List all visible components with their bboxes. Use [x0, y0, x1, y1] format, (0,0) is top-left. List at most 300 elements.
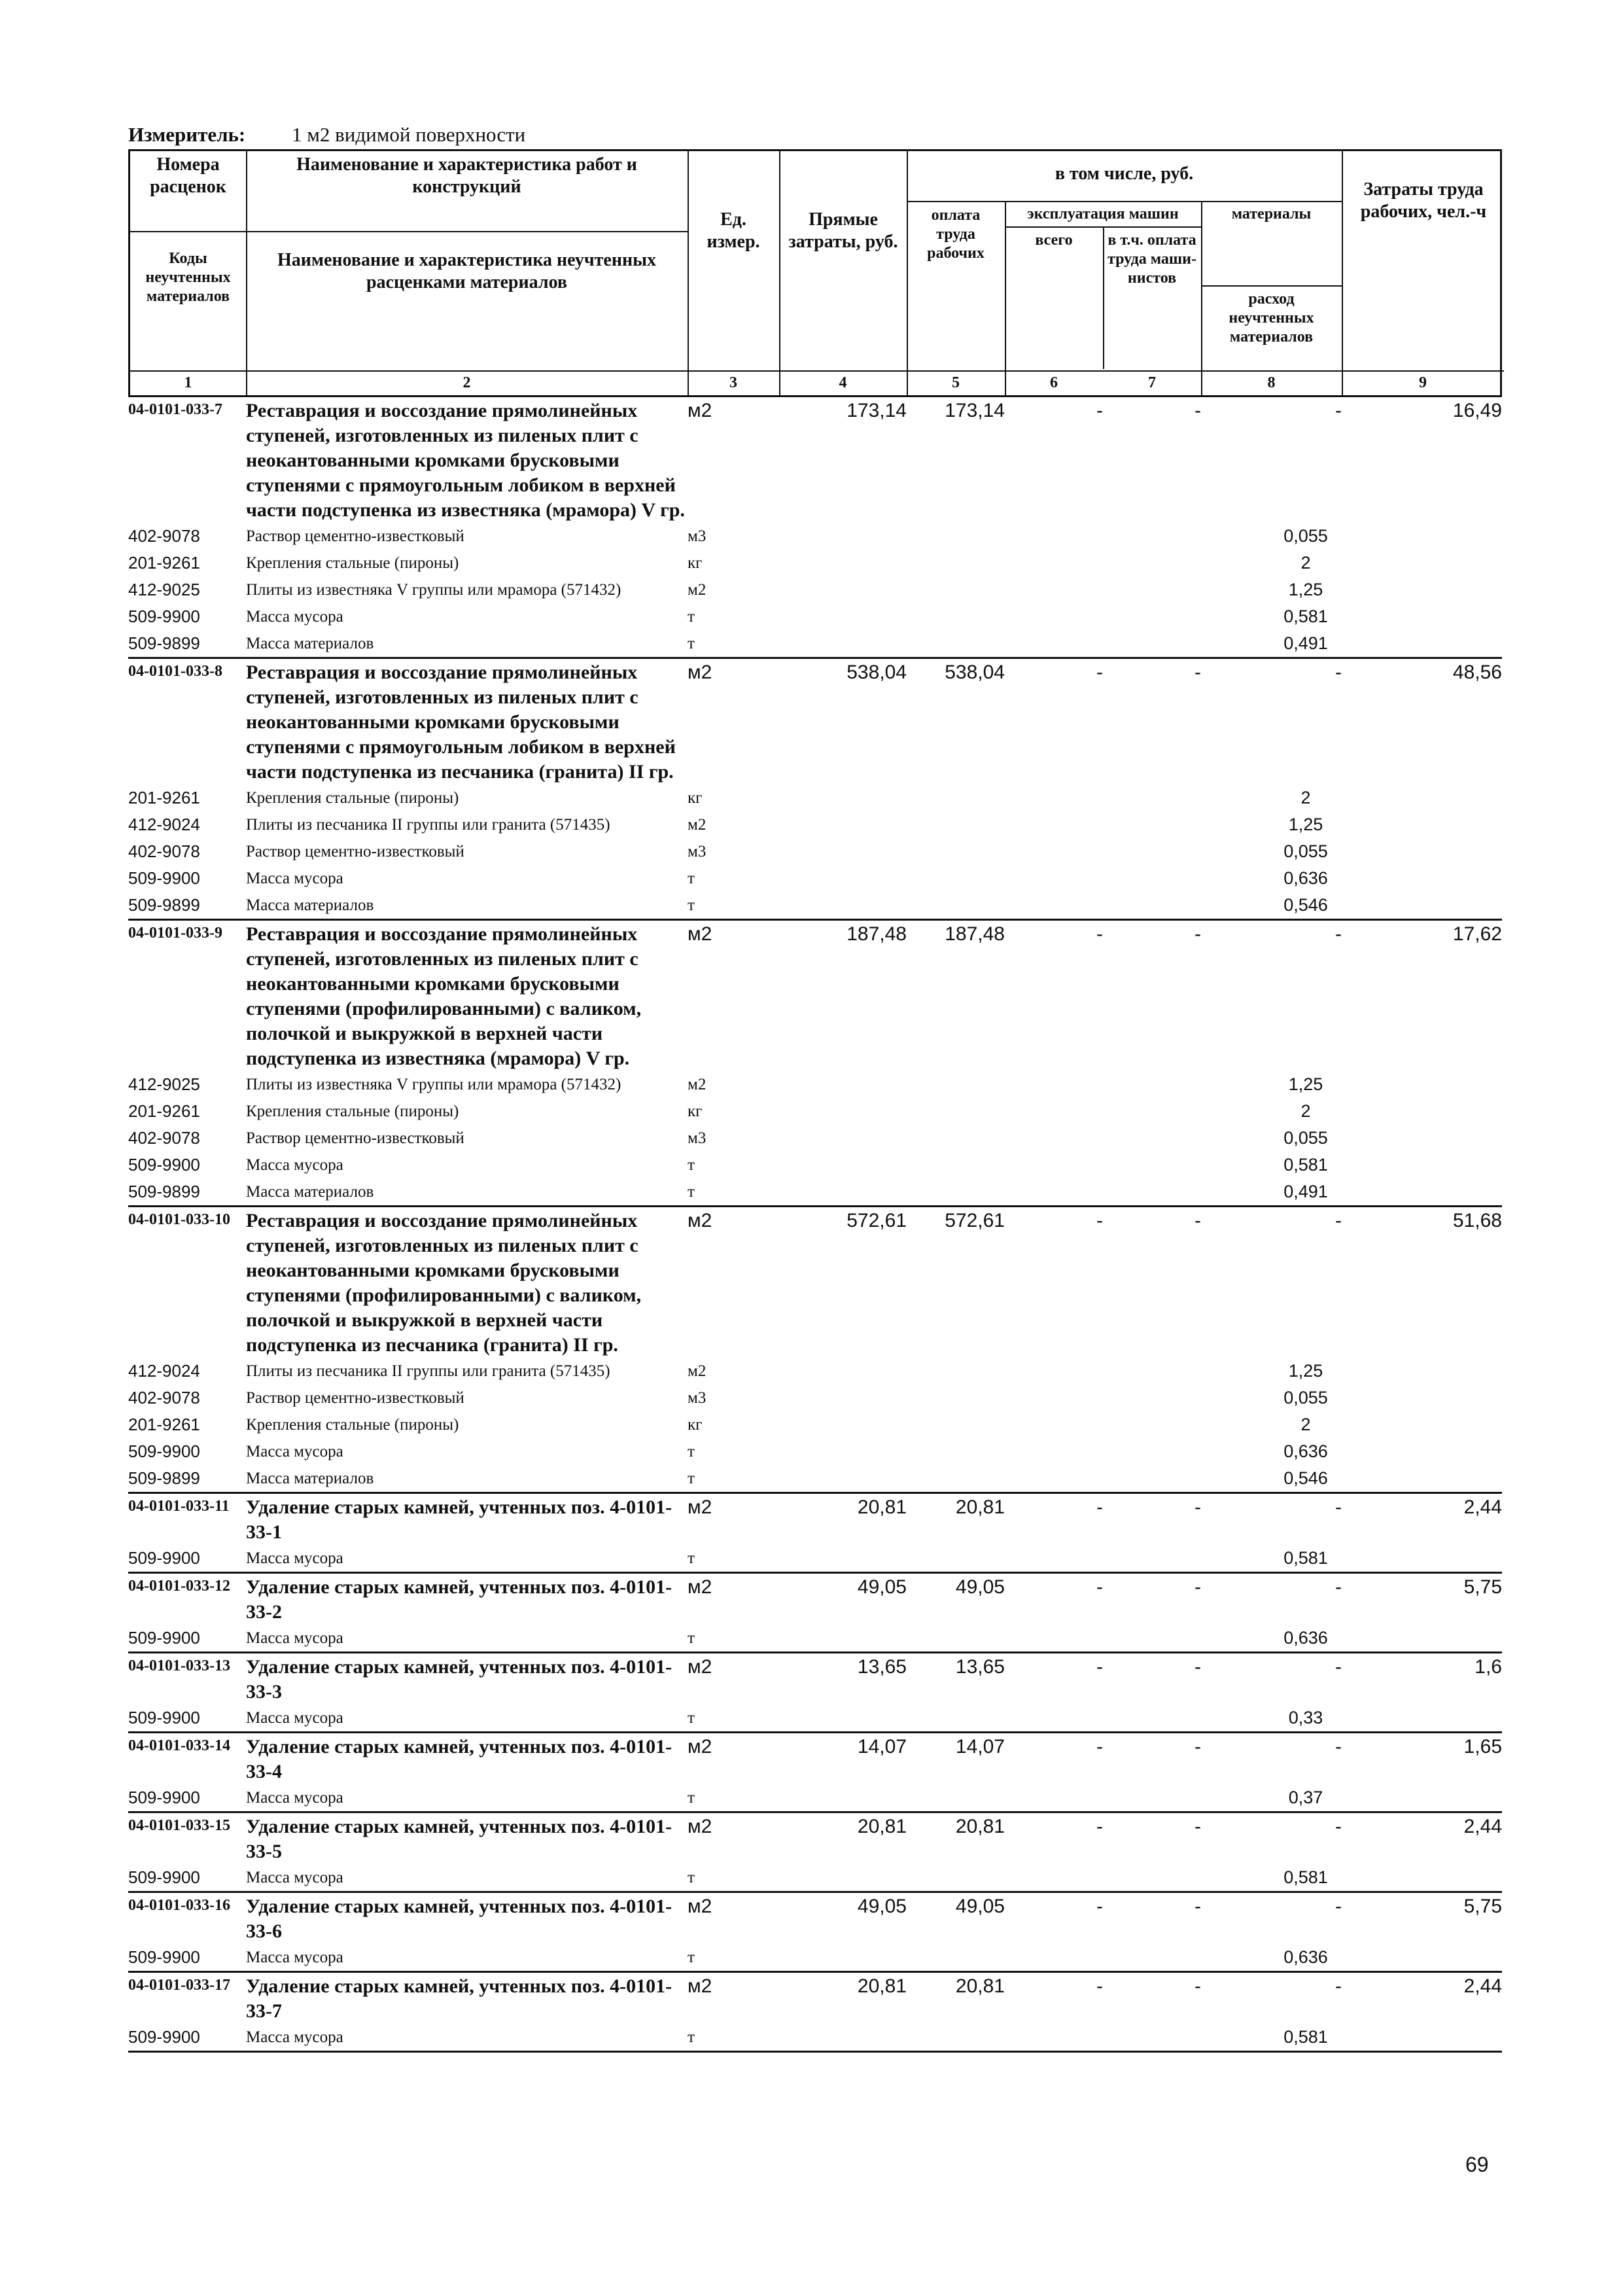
material-qty-cell: [1201, 2027, 1342, 2047]
material-name: Масса материалов: [246, 1469, 374, 1487]
entry-group: [128, 1653, 1502, 1733]
material-qty: 1,25: [1288, 1361, 1323, 1381]
material-unit: м2: [688, 1075, 707, 1093]
material-name: Масса мусора: [246, 1788, 343, 1807]
material-unit: т: [688, 1788, 695, 1807]
header-col5: оплата труда рабочих: [927, 207, 985, 262]
material-qty: 2: [1300, 1415, 1311, 1434]
rate-code: 04-0101-033-9: [128, 925, 222, 942]
material-name: Масса мусора: [246, 1442, 343, 1460]
material-qty-cell: [1201, 1361, 1342, 1381]
material-name: Масса материалов: [246, 634, 374, 652]
machines-total: -: [1096, 1896, 1103, 1917]
material-name: Крепления стальные (пироны): [246, 788, 459, 807]
machines-total: -: [1096, 1576, 1103, 1598]
entry-group: [128, 1893, 1502, 1973]
material-name: Крепления стальные (пироны): [246, 554, 459, 572]
material-code: 402-9078: [128, 1128, 200, 1148]
material-name: Масса мусора: [246, 1629, 343, 1647]
material-qty-cell: [1201, 1074, 1342, 1095]
wages-cost: 49,05: [955, 1576, 1005, 1598]
material-qty: 0,636: [1283, 1947, 1328, 1967]
machinist-wages: -: [1195, 1896, 1201, 1917]
rate-unit: м2: [688, 1896, 712, 1917]
labor-hours: 51,68: [1452, 1210, 1502, 1231]
rate-name: Удаление старых камней, учтенных поз. 4-0101-33-4: [246, 1736, 672, 1782]
price-table-page: [128, 113, 1502, 2053]
material-unit: т: [688, 869, 695, 887]
header-divider: [130, 231, 688, 232]
materials-cost: -: [1335, 923, 1342, 945]
material-unit: т: [688, 607, 695, 626]
material-row: [128, 1385, 1502, 1411]
labor-hours: 5,75: [1463, 1896, 1502, 1917]
material-code: 509-9900: [128, 1867, 200, 1887]
material-unit: т: [688, 1442, 695, 1460]
material-name: Масса мусора: [246, 2028, 343, 2046]
rate-unit: м2: [688, 923, 712, 945]
header-col4: Прямые затраты, руб.: [788, 209, 898, 252]
entry-group: [128, 1574, 1502, 1653]
material-unit: м2: [688, 815, 707, 834]
material-qty: 0,546: [1283, 895, 1328, 915]
machines-total: -: [1096, 1736, 1103, 1757]
material-unit: кг: [688, 554, 703, 572]
header-group: в том числе, руб.: [1055, 164, 1194, 184]
header-divider: [130, 370, 1504, 372]
entry-group: [128, 921, 1502, 1207]
rate-name: Удаление старых камней, учтенных поз. 4-0101-33-5: [246, 1816, 672, 1862]
material-unit: т: [688, 1156, 695, 1174]
rate-unit: м2: [688, 1656, 712, 1678]
material-qty: 0,581: [1283, 1867, 1328, 1887]
material-qty-cell: [1201, 788, 1342, 808]
material-unit: т: [688, 2028, 695, 2046]
material-qty: 0,581: [1283, 2027, 1328, 2047]
machinist-wages: -: [1195, 923, 1201, 945]
wages-cost: 13,65: [955, 1656, 1005, 1678]
material-name: Масса мусора: [246, 1948, 343, 1966]
wages-cost: 14,07: [955, 1736, 1005, 1757]
measure-line: [128, 113, 1502, 149]
material-name: Плиты из известняка V группы или мрамора (571432): [246, 1075, 621, 1093]
material-name: Плиты из песчаника II группы или гранита (571435): [246, 815, 610, 834]
direct-cost: 13,65: [857, 1656, 907, 1678]
material-code: 509-9900: [128, 1947, 200, 1967]
machines-total: -: [1096, 1816, 1103, 1837]
labor-hours: 17,62: [1452, 923, 1502, 945]
material-qty-cell: [1201, 1788, 1342, 1808]
material-qty-cell: [1201, 1155, 1342, 1175]
material-code: 402-9078: [128, 1388, 200, 1407]
col-number: 1: [184, 374, 192, 391]
header-materials: материалы: [1231, 205, 1312, 222]
material-row: [128, 785, 1502, 811]
material-code: 402-9078: [128, 526, 200, 546]
machinist-wages: -: [1195, 400, 1201, 421]
entry-group: [128, 659, 1502, 921]
page-number: 69: [1465, 2153, 1489, 2176]
rate-name: Удаление старых камней, учтенных поз. 4-0101-33-3: [246, 1656, 672, 1703]
material-unit: кг: [688, 1102, 703, 1120]
entry-group: [128, 397, 1502, 659]
rate-row: [128, 1207, 1502, 1358]
col-number: 9: [1419, 374, 1427, 391]
material-name: Масса материалов: [246, 1182, 374, 1201]
material-unit: т: [688, 1182, 695, 1201]
rate-name: Реставрация и воссоздание прямолинейных ступеней, изготовленных из пиленых плит с неокантованными кромками брусковыми ступенями с прямоугольным лобиком в верхней части подступенка из известняка (мрамора) V гр.: [246, 400, 685, 521]
machinist-wages: -: [1195, 1576, 1201, 1598]
material-row: [128, 1944, 1502, 1971]
material-qty: 2: [1300, 553, 1311, 573]
material-unit: т: [688, 634, 695, 652]
material-unit: т: [688, 1549, 695, 1567]
material-code: 509-9899: [128, 1468, 200, 1488]
header-col9: Затраты труда рабочих, чел.-ч: [1360, 179, 1487, 222]
header-divider: [1103, 226, 1104, 369]
header-col8: расход неучтенных материалов: [1229, 291, 1314, 345]
material-qty: 2: [1300, 788, 1311, 807]
wages-cost: 173,14: [945, 400, 1005, 421]
materials-cost: -: [1335, 1816, 1342, 1837]
machines-total: -: [1096, 1975, 1103, 1997]
material-row: [128, 1071, 1502, 1098]
material-qty: 0,491: [1283, 633, 1328, 653]
material-code: 201-9261: [128, 788, 200, 807]
material-qty: 0,636: [1283, 1628, 1328, 1648]
material-qty: 0,37: [1288, 1788, 1323, 1807]
material-code: 201-9261: [128, 1101, 200, 1121]
header-col3: Ед. измер.: [707, 209, 760, 252]
material-row: [128, 1178, 1502, 1205]
material-qty: 0,055: [1283, 526, 1328, 546]
material-name: Крепления стальные (пироны): [246, 1102, 459, 1120]
machinist-wages: -: [1195, 1975, 1201, 1997]
rate-code: 04-0101-033-15: [128, 1817, 230, 1834]
rate-code: 04-0101-033-8: [128, 663, 222, 680]
material-name: Раствор цементно-известковый: [246, 1129, 464, 1147]
material-qty: 0,491: [1283, 1182, 1328, 1201]
materials-cost: -: [1335, 1896, 1342, 1917]
material-row: [128, 1864, 1502, 1891]
wages-cost: 572,61: [945, 1210, 1005, 1231]
entries-list: [128, 397, 1502, 2053]
material-row: [128, 630, 1502, 657]
material-qty-cell: [1201, 1441, 1342, 1462]
material-name: Масса мусора: [246, 1549, 343, 1567]
material-qty-cell: [1201, 1628, 1342, 1648]
rate-row: [128, 1813, 1502, 1864]
material-code: 201-9261: [128, 553, 200, 573]
material-qty-cell: [1201, 1182, 1342, 1202]
material-row: [128, 1704, 1502, 1731]
material-row: [128, 576, 1502, 603]
rate-code: 04-0101-033-16: [128, 1897, 230, 1914]
wages-cost: 20,81: [955, 1975, 1005, 1997]
material-unit: м3: [688, 1129, 707, 1147]
labor-hours: 2,44: [1463, 1975, 1502, 1997]
material-row: [128, 838, 1502, 865]
material-unit: м3: [688, 1388, 707, 1407]
entry-group: [128, 1494, 1502, 1574]
material-code: 412-9024: [128, 1361, 200, 1381]
material-row: [128, 1625, 1502, 1651]
rate-code: 04-0101-033-14: [128, 1737, 230, 1754]
machines-total: -: [1096, 1210, 1103, 1231]
materials-cost: -: [1335, 1210, 1342, 1231]
entry-group: [128, 1733, 1502, 1813]
material-row: [128, 550, 1502, 576]
direct-cost: 538,04: [846, 662, 907, 683]
wages-cost: 20,81: [955, 1496, 1005, 1518]
material-name: Масса материалов: [246, 896, 374, 914]
material-qty: 0,33: [1288, 1708, 1323, 1727]
material-qty-cell: [1201, 1468, 1342, 1489]
rate-unit: м2: [688, 1816, 712, 1837]
header-col2-bottom: Наименование и характеристика неучтенных расценками материалов: [277, 250, 656, 292]
material-row: [128, 892, 1502, 919]
rate-row: [128, 1733, 1502, 1784]
rate-row: [128, 1494, 1502, 1545]
material-qty: 1,25: [1288, 815, 1323, 834]
material-code: 412-9025: [128, 1074, 200, 1094]
material-row: [128, 1784, 1502, 1811]
direct-cost: 20,81: [857, 1496, 907, 1518]
materials-cost: -: [1335, 1576, 1342, 1598]
material-unit: кг: [688, 1415, 703, 1434]
material-qty-cell: [1201, 1101, 1342, 1122]
material-code: 509-9900: [128, 1155, 200, 1174]
direct-cost: 173,14: [846, 400, 907, 421]
machines-total: -: [1096, 1496, 1103, 1518]
material-code: 412-9025: [128, 580, 200, 599]
header-divider: [779, 151, 780, 395]
col-number: 3: [729, 374, 737, 391]
material-qty: 0,055: [1283, 1128, 1328, 1148]
material-qty-cell: [1201, 1867, 1342, 1888]
material-qty-cell: [1201, 1548, 1342, 1568]
material-name: Раствор цементно-известковый: [246, 1388, 464, 1407]
material-qty-cell: [1201, 553, 1342, 573]
material-code: 509-9900: [128, 1548, 200, 1568]
rate-name: Реставрация и воссоздание прямолинейных ступеней, изготовленных из пиленых плит с неокантованными кромками брусковыми ступенями с прямоугольным лобиком в верхней части подступенка из песчаника (гранита) II гр.: [246, 662, 676, 783]
material-qty-cell: [1201, 1388, 1342, 1408]
materials-cost: -: [1335, 1975, 1342, 1997]
material-unit: м3: [688, 527, 707, 545]
rate-unit: м2: [688, 662, 712, 683]
material-qty-cell: [1201, 1947, 1342, 1968]
direct-cost: 14,07: [857, 1736, 907, 1757]
material-row: [128, 1125, 1502, 1152]
wages-cost: 538,04: [945, 662, 1005, 683]
wages-cost: 49,05: [955, 1896, 1005, 1917]
machinist-wages: -: [1195, 1816, 1201, 1837]
material-row: [128, 523, 1502, 550]
rate-code: 04-0101-033-11: [128, 1498, 230, 1515]
rate-name: Удаление старых камней, учтенных поз. 4-0101-33-2: [246, 1576, 672, 1623]
table-header: [128, 149, 1502, 397]
labor-hours: 2,44: [1463, 1496, 1502, 1518]
material-qty: 0,581: [1283, 607, 1328, 626]
material-unit: м2: [688, 580, 707, 599]
rate-code: 04-0101-033-12: [128, 1578, 230, 1595]
header-divider: [907, 151, 908, 395]
material-name: Плиты из известняка V группы или мрамора (571432): [246, 580, 621, 599]
material-row: [128, 1358, 1502, 1385]
header-col2-top: Наименование и характеристика работ и конструкций: [296, 154, 637, 197]
rate-row: [128, 1893, 1502, 1944]
header-divider: [1201, 285, 1342, 287]
material-code: 509-9899: [128, 633, 200, 653]
measure-label: Измеритель:: [128, 123, 246, 146]
col-number: 4: [839, 374, 847, 391]
material-row: [128, 1465, 1502, 1492]
rate-code: 04-0101-033-7: [128, 401, 222, 418]
material-row: [128, 2024, 1502, 2051]
entry-group: [128, 1207, 1502, 1494]
material-qty: 0,636: [1283, 1441, 1328, 1461]
material-code: 412-9024: [128, 815, 200, 834]
material-code: 509-9900: [128, 1628, 200, 1648]
rate-unit: м2: [688, 1576, 712, 1598]
material-code: 509-9900: [128, 1708, 200, 1727]
material-row: [128, 1152, 1502, 1178]
col-number: 2: [462, 374, 471, 391]
direct-cost: 187,48: [846, 923, 907, 945]
direct-cost: 49,05: [857, 1896, 907, 1917]
material-qty: 0,581: [1283, 1155, 1328, 1174]
material-qty-cell: [1201, 895, 1342, 915]
col-number: 5: [952, 374, 960, 391]
material-qty: 0,546: [1283, 1468, 1328, 1488]
material-unit: т: [688, 896, 695, 914]
labor-hours: 16,49: [1452, 400, 1502, 421]
material-qty-cell: [1201, 633, 1342, 654]
machinist-wages: -: [1195, 662, 1201, 683]
labor-hours: 5,75: [1463, 1576, 1502, 1598]
machinist-wages: -: [1195, 1736, 1201, 1757]
direct-cost: 572,61: [846, 1210, 907, 1231]
rate-name: Удаление старых камней, учтенных поз. 4-0101-33-6: [246, 1896, 672, 1942]
materials-cost: -: [1335, 662, 1342, 683]
material-qty-cell: [1201, 526, 1342, 546]
materials-cost: -: [1335, 1496, 1342, 1518]
machines-total: -: [1096, 923, 1103, 945]
labor-hours: 1,6: [1475, 1656, 1502, 1678]
rate-row: [128, 921, 1502, 1071]
rate-unit: м2: [688, 1496, 712, 1518]
material-code: 509-9900: [128, 868, 200, 888]
material-unit: т: [688, 1868, 695, 1886]
header-machines: эксплуатация машин: [1027, 205, 1179, 222]
material-qty: 1,25: [1288, 580, 1323, 599]
material-row: [128, 865, 1502, 892]
material-code: 509-9900: [128, 1788, 200, 1807]
labor-hours: 1,65: [1463, 1736, 1502, 1757]
rate-unit: м2: [688, 400, 712, 421]
material-row: [128, 811, 1502, 838]
material-qty-cell: [1201, 607, 1342, 627]
entry-group: [128, 1813, 1502, 1893]
material-row: [128, 1098, 1502, 1125]
rate-row: [128, 1653, 1502, 1704]
material-row: [128, 1545, 1502, 1572]
col-number: 6: [1050, 374, 1058, 391]
header-col1-top: Номера расценок: [150, 154, 226, 197]
material-code: 509-9900: [128, 1441, 200, 1461]
material-code: 509-9899: [128, 1182, 200, 1201]
material-name: Масса мусора: [246, 1156, 343, 1174]
header-col7: в т.ч. оплата труда маши-нистов: [1107, 232, 1196, 287]
material-qty-cell: [1201, 841, 1342, 862]
material-unit: м2: [688, 1362, 707, 1380]
header-col1-bottom: Коды неучтенных материалов: [145, 250, 231, 305]
rate-name: Реставрация и воссоздание прямолинейных ступеней, изготовленных из пиленых плит с неокантованными кромками брусковыми ступенями (профилированными) с валиком, полочкой и выкружкой в верхней части подступенка из песчаника (гранита) II гр.: [246, 1210, 642, 1356]
material-qty-cell: [1201, 1708, 1342, 1728]
header-divider: [1005, 226, 1201, 228]
material-name: Масса мусора: [246, 1708, 343, 1727]
rate-name: Удаление старых камней, учтенных поз. 4-0101-33-7: [246, 1975, 672, 2022]
machinist-wages: -: [1195, 1210, 1201, 1231]
direct-cost: 20,81: [857, 1975, 907, 1997]
material-unit: т: [688, 1708, 695, 1727]
material-code: 509-9900: [128, 607, 200, 626]
rate-row: [128, 397, 1502, 523]
material-unit: м3: [688, 842, 707, 860]
material-qty-cell: [1201, 815, 1342, 835]
wages-cost: 20,81: [955, 1816, 1005, 1837]
material-name: Масса мусора: [246, 607, 343, 626]
rate-row: [128, 659, 1502, 785]
material-name: Масса мусора: [246, 1868, 343, 1886]
header-divider: [688, 151, 689, 395]
material-row: [128, 1411, 1502, 1438]
col-number: 8: [1267, 374, 1276, 391]
rate-unit: м2: [688, 1210, 712, 1231]
materials-cost: -: [1335, 1656, 1342, 1678]
direct-cost: 49,05: [857, 1576, 907, 1598]
header-divider: [907, 201, 1342, 202]
machines-total: -: [1096, 662, 1103, 683]
material-name: Плиты из песчаника II группы или гранита (571435): [246, 1362, 610, 1380]
wages-cost: 187,48: [945, 923, 1005, 945]
material-row: [128, 603, 1502, 630]
direct-cost: 20,81: [857, 1816, 907, 1837]
machines-total: -: [1096, 400, 1103, 421]
material-unit: т: [688, 1629, 695, 1647]
rate-code: 04-0101-033-13: [128, 1657, 230, 1674]
rate-code: 04-0101-033-17: [128, 1977, 230, 1994]
material-name: Крепления стальные (пироны): [246, 1415, 459, 1434]
materials-cost: -: [1335, 400, 1342, 421]
material-qty: 0,055: [1283, 841, 1328, 861]
header-col6: всего: [1035, 232, 1073, 249]
material-qty-cell: [1201, 868, 1342, 889]
material-code: 509-9900: [128, 2027, 200, 2047]
material-qty: 2: [1300, 1101, 1311, 1121]
material-qty-cell: [1201, 1415, 1342, 1435]
machines-total: -: [1096, 1656, 1103, 1678]
rate-code: 04-0101-033-10: [128, 1211, 230, 1228]
material-unit: кг: [688, 788, 703, 807]
material-name: Масса мусора: [246, 869, 343, 887]
rate-row: [128, 1574, 1502, 1625]
labor-hours: 2,44: [1463, 1816, 1502, 1837]
material-qty-cell: [1201, 1128, 1342, 1148]
rate-row: [128, 1973, 1502, 2024]
material-unit: т: [688, 1469, 695, 1487]
material-unit: т: [688, 1948, 695, 1966]
